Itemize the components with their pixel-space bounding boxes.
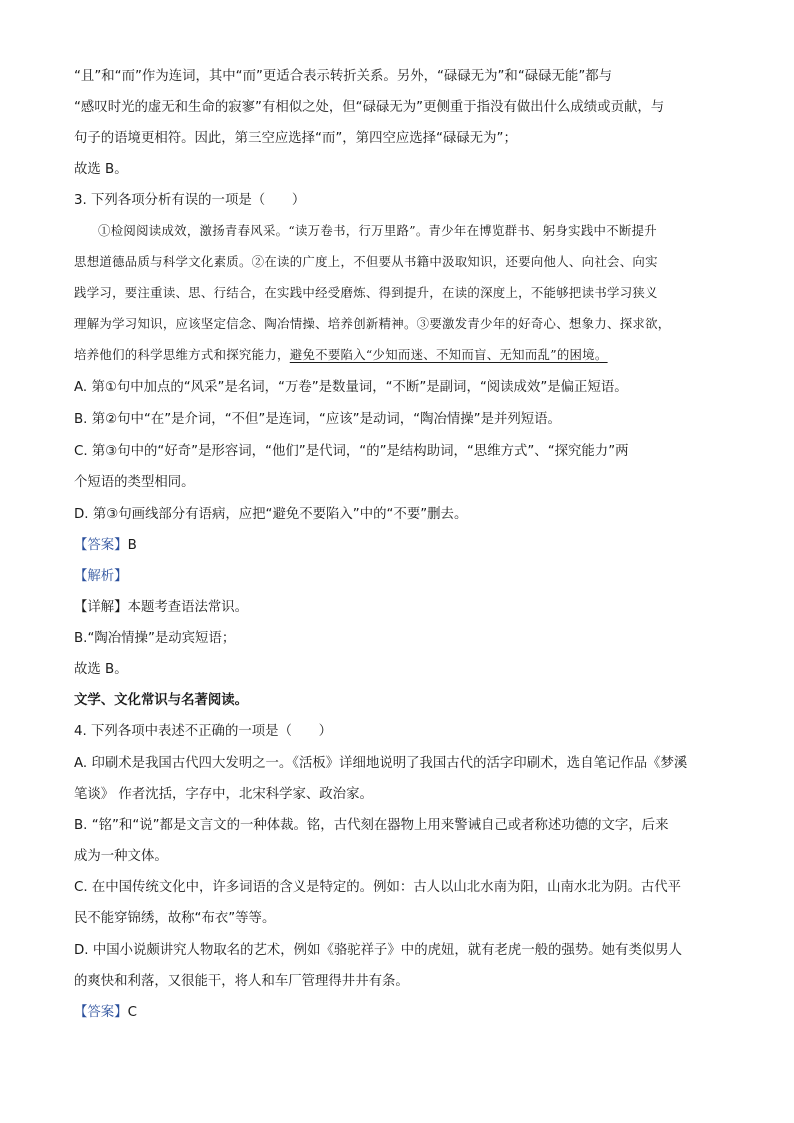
explanation-line-3: 句子的语境更相符。因此，第三空应选择“而”，第四空应选择“碌碌无为”； xyxy=(74,131,517,146)
q3-option-b: B. 第②句中“在”是介词，“不但”是连词，“应该”是动词，“陶冶情操”是并列短语。 xyxy=(74,412,561,427)
passage-line-5-plain: 培养他们的科学思维方式和探究能力， xyxy=(74,347,290,362)
passage-line-5 xyxy=(74,346,608,364)
q4-option-d-line-2: 的爽快和利落，又很能干，将人和车厂管理得井井有条。 xyxy=(74,974,409,989)
q3-option-d: D. 第③句画线部分有语病，应把“避免不要陷入”中的“不要”删去。 xyxy=(74,507,468,522)
q3-option-c-line-2: 个短语的类型相同。 xyxy=(74,475,195,490)
q3-option-c-line-1: C. 第③句中的“好奇”是形容词，“他们”是代词，“的”是结构助词，“思维方式”、“探究能力”两 xyxy=(74,444,629,459)
detail-tag: 【详解】 xyxy=(74,600,128,615)
analysis-q3 xyxy=(74,568,128,586)
passage-line-2: 思想道德品质与科学文化素质。②在读的广度上，不但要从书籍中汲取知识，还要向他人、向社会、向实 xyxy=(74,254,658,269)
detail-q3 xyxy=(74,599,248,617)
conclusion-q3: 故选 B。 xyxy=(74,662,128,677)
conclusion-line-q2: 故选 B。 xyxy=(74,162,128,177)
answer-tag: 【答案】 xyxy=(74,538,128,553)
detail-option-b: B.“陶冶情操”是动宾短语； xyxy=(74,631,236,646)
q4-option-c-line-1: C. 在中国传统文化中，许多词语的含义是特定的。例如：古人以山北水南为阳，山南水北为阴。古代平 xyxy=(74,880,682,895)
question-3-stem: 3. 下列各项分析有误的一项是（ ） xyxy=(74,193,306,208)
answer-q4 xyxy=(74,1004,137,1022)
question-4-stem: 4. 下列各项中表述不正确的一项是（ ） xyxy=(74,724,333,739)
q4-option-c-line-2: 民不能穿锦绣，故称“布衣”等等。 xyxy=(74,911,276,926)
answer-value: B xyxy=(127,538,137,553)
detail-text: 本题考查语法常识。 xyxy=(127,600,249,615)
passage-line-1: ①检阅阅读成效，激扬青春风采。“读万卷书，行万里路”。青少年在博览群书、躬身实践中不断提升 xyxy=(98,223,657,238)
passage-line-4: 理解为学习知识，应该坚定信念、陶冶情操、培养创新精神。③要激发青少年的好奇心、想象力、探求欲， xyxy=(74,316,671,331)
passage-line-3: 践学习，要注重读、思、行结合，在实践中经受磨炼、得到提升，在读的深度上，不能够把读书学习狭义 xyxy=(74,285,658,300)
q4-option-d-line-1: D. 中国小说颇讲究人物取名的艺术，例如《骆驼祥子》中的虎妞，就有老虎一般的强势。她有类似男人 xyxy=(74,943,683,958)
q4-option-b-line-1: B. “铭”和“说”都是文言文的一种体裁。铭，古代刻在器物上用来警诫自己或者称述功德的文字，后来 xyxy=(74,818,669,833)
answer-tag: 【答案】 xyxy=(74,1005,128,1020)
explanation-line-2: “感叹时光的虚无和生命的寂寥”有相似之处，但“碌碌无为”更侧重于指没有做出什么成绩或贡献，与 xyxy=(74,100,665,115)
q4-option-a-line-1: A. 印刷术是我国古代四大发明之一。《活板》详细地说明了我国古代的活字印刷术，选自笔记作品《梦溪 xyxy=(74,756,688,771)
answer-value: C xyxy=(127,1005,137,1020)
q4-option-a-line-2: 笔谈》 作者沈括，字存中，北宋科学家、政治家。 xyxy=(74,787,373,802)
q4-option-b-line-2: 成为一种文体。 xyxy=(74,849,168,864)
q3-option-a: A. 第①句中加点的“风采”是名词，“万卷”是数量词，“不断”是副词，“阅读成效”是偏正短语。 xyxy=(74,380,628,395)
section-heading: 文学、文化常识与名著阅读。 xyxy=(74,693,249,708)
underlined-sentence: 避免不要陷入“少知而迷、不知而盲、无知而乱”的困境。 xyxy=(289,347,608,362)
answer-q3 xyxy=(74,537,137,555)
analysis-tag: 【解析】 xyxy=(74,569,128,584)
explanation-line-1: “且”和“而”作为连词，其中“而”更适合表示转折关系。另外，“碌碌无为”和“碌碌无能”都与 xyxy=(74,69,613,84)
